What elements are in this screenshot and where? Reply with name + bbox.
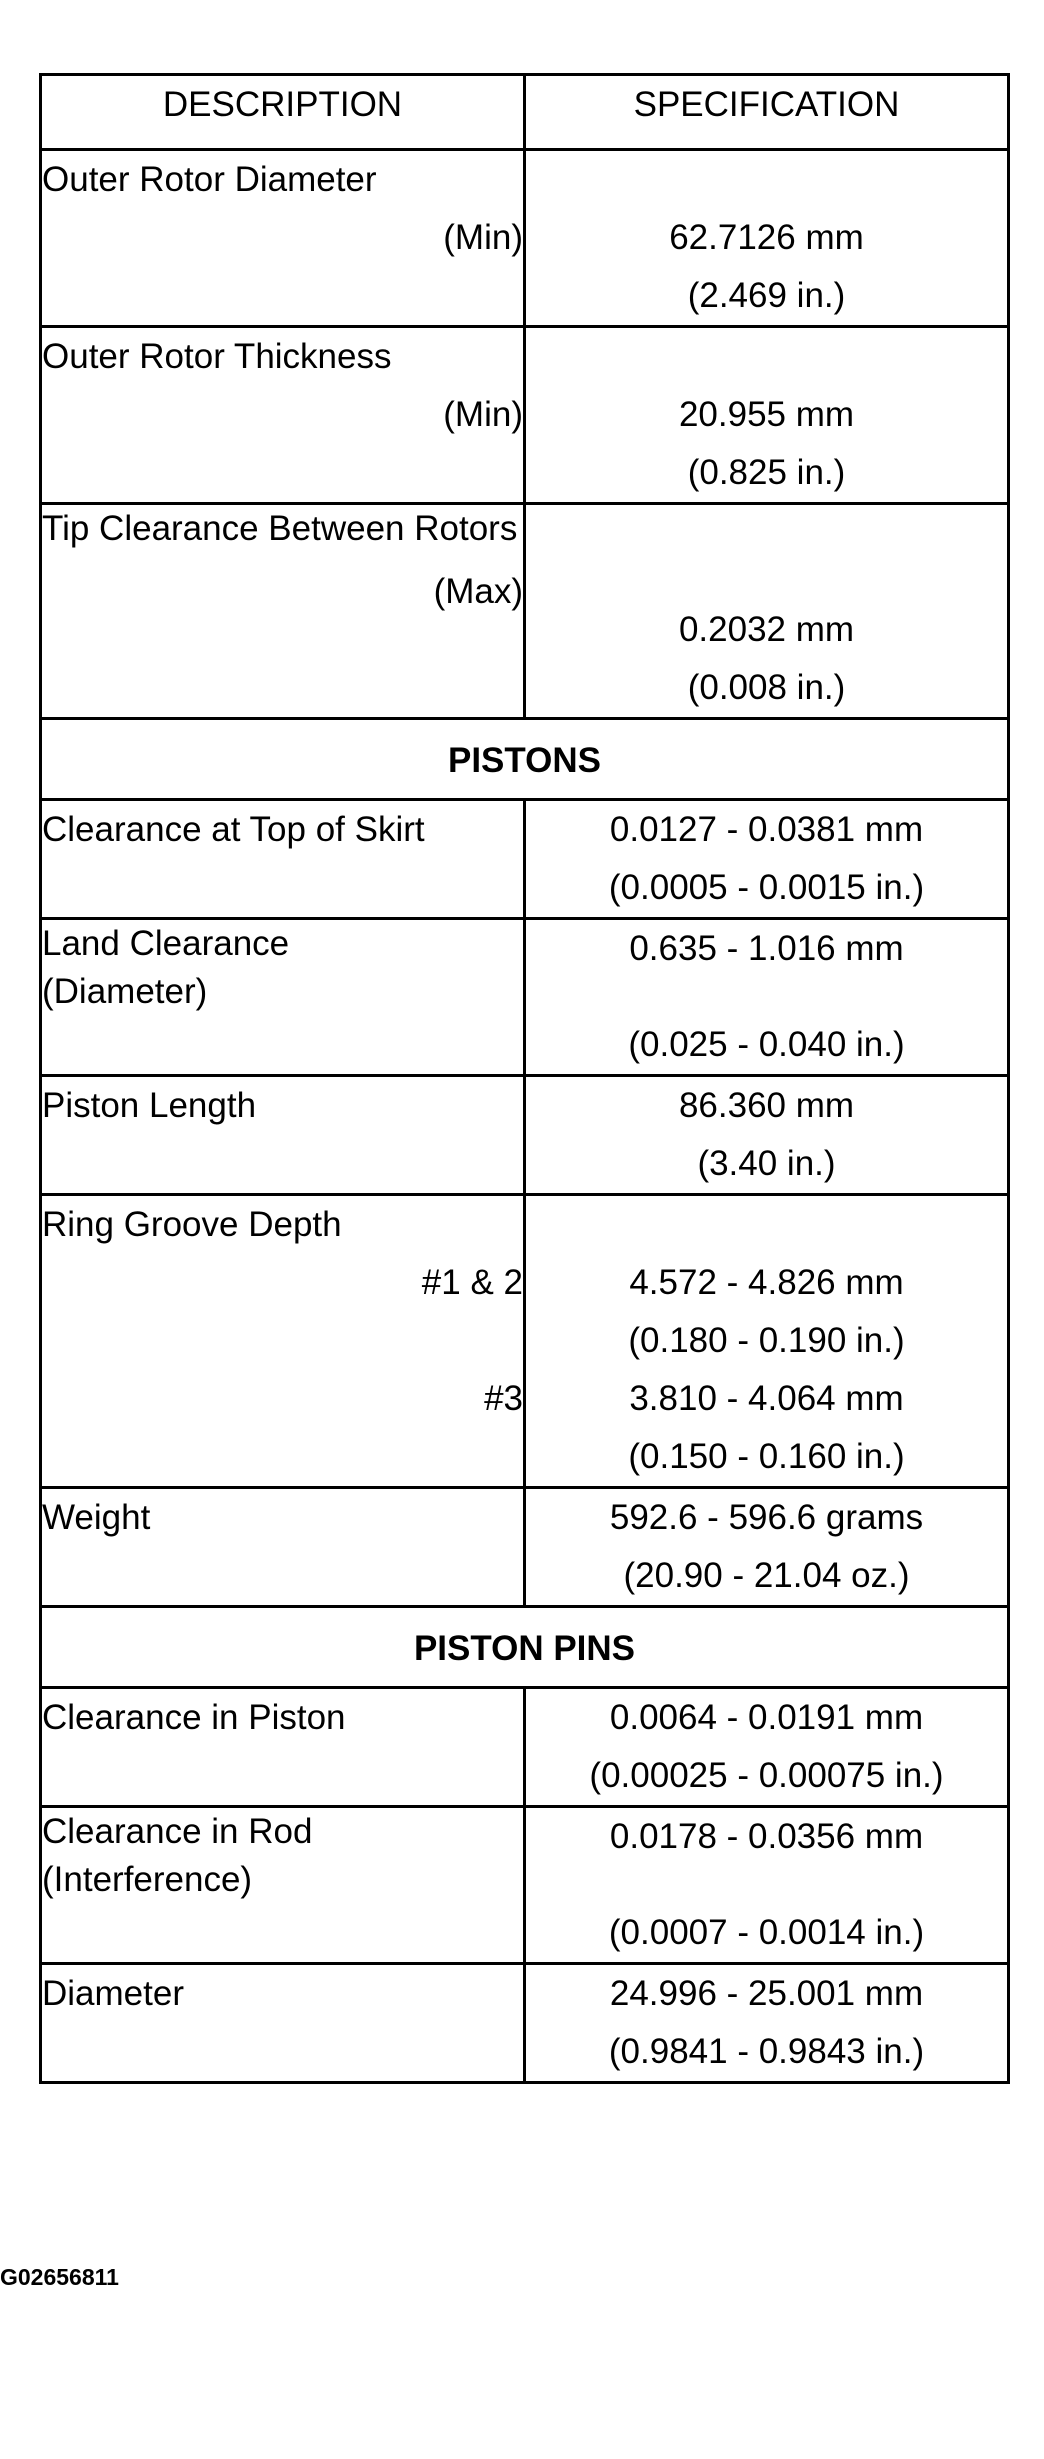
row-label: Piston Length — [42, 1086, 257, 1125]
spec-metric: 0.635 - 1.016 mm — [629, 929, 904, 968]
spec-cell — [525, 327, 1009, 504]
spec-imperial: (0.825 in.) — [687, 453, 846, 492]
table-row — [41, 1688, 1009, 1807]
spec-metric: 86.360 mm — [678, 1086, 855, 1125]
spec-cell — [525, 1688, 1009, 1807]
spec-cell — [525, 1195, 1009, 1488]
desc-cell — [41, 1195, 525, 1488]
section-row — [41, 1607, 1009, 1688]
row-label: Land Clearance (Diameter) — [42, 924, 290, 1011]
spec-imperial: (3.40 in.) — [697, 1144, 836, 1183]
row-label: Clearance at Top of Skirt — [42, 810, 425, 849]
figure-code: G02656811 — [0, 2264, 119, 2290]
spec-imperial: (0.025 - 0.040 in.) — [628, 1025, 905, 1064]
spec-metric: 20.955 mm — [678, 395, 855, 434]
desc-cell — [41, 1076, 525, 1195]
desc-cell — [41, 1488, 525, 1607]
spec-cell — [525, 919, 1009, 1076]
spec-metric: 0.0127 - 0.0381 mm — [609, 810, 924, 849]
row-label: Diameter — [42, 1974, 184, 2013]
row-label: Weight — [42, 1498, 151, 1537]
row-qualifier: #1 & 2 — [421, 1263, 523, 1302]
table-row — [41, 1488, 1009, 1607]
spec-cell — [525, 800, 1009, 919]
spec-metric: 0.0178 - 0.0356 mm — [609, 1817, 924, 1856]
spec-metric: 4.572 - 4.826 mm — [629, 1263, 904, 1302]
desc-cell — [41, 504, 525, 719]
spec-metric: 3.810 - 4.064 mm — [629, 1379, 904, 1418]
spec-metric: 592.6 - 596.6 grams — [609, 1498, 924, 1537]
spec-imperial: (0.0005 - 0.0015 in.) — [608, 868, 925, 907]
table-row — [41, 1076, 1009, 1195]
spec-cell — [525, 1964, 1009, 2083]
desc-cell — [41, 1807, 525, 1964]
spec-imperial: (0.150 - 0.160 in.) — [628, 1437, 905, 1476]
spec-table — [39, 73, 1010, 2084]
desc-cell — [41, 919, 525, 1076]
row-label: Ring Groove Depth — [42, 1205, 342, 1244]
spec-imperial: (0.0007 - 0.0014 in.) — [608, 1913, 925, 1952]
desc-cell — [41, 150, 525, 327]
spec-metric: 62.7126 mm — [669, 218, 864, 257]
row-label: Outer Rotor Thickness — [42, 337, 392, 376]
desc-cell — [41, 800, 525, 919]
row-qualifier: (Min) — [443, 218, 523, 257]
spec-metric: 24.996 - 25.001 mm — [609, 1974, 924, 2013]
table-row — [41, 1195, 1009, 1488]
table-row — [41, 504, 1009, 719]
spec-metric: 0.0064 - 0.0191 mm — [609, 1698, 924, 1737]
spec-cell — [525, 1076, 1009, 1195]
desc-cell — [41, 327, 525, 504]
header-specification: SPECIFICATION — [525, 75, 1009, 150]
spec-cell — [525, 150, 1009, 327]
row-label: Tip Clearance Between Rotors — [42, 509, 518, 548]
spec-cell — [525, 1807, 1009, 1964]
row-qualifier: (Max) — [433, 572, 523, 611]
table-row — [41, 1807, 1009, 1964]
section-title-piston-pins: PISTON PINS — [41, 1607, 1009, 1688]
section-title-pistons: PISTONS — [41, 719, 1009, 800]
spec-imperial: (0.008 in.) — [687, 668, 846, 707]
header-description: DESCRIPTION — [41, 75, 525, 150]
spec-imperial: (0.180 - 0.190 in.) — [628, 1321, 905, 1360]
table-row — [41, 327, 1009, 504]
header-row — [41, 75, 1009, 150]
table-row — [41, 150, 1009, 327]
row-label: Outer Rotor Diameter — [42, 160, 377, 199]
desc-cell — [41, 1688, 525, 1807]
table-row — [41, 800, 1009, 919]
spec-metric: 0.2032 mm — [678, 610, 855, 649]
spec-cell — [525, 1488, 1009, 1607]
row-qualifier: #3 — [484, 1379, 523, 1418]
table-row — [41, 919, 1009, 1076]
row-qualifier: (Min) — [443, 395, 523, 434]
spec-cell — [525, 504, 1009, 719]
spec-imperial: (20.90 - 21.04 oz.) — [623, 1556, 910, 1595]
section-row — [41, 719, 1009, 800]
table-row — [41, 1964, 1009, 2083]
row-label: Clearance in Rod (Interference) — [42, 1812, 313, 1899]
spec-imperial: (0.00025 - 0.00075 in.) — [589, 1756, 944, 1795]
spec-imperial: (0.9841 - 0.9843 in.) — [608, 2032, 925, 2071]
desc-cell — [41, 1964, 525, 2083]
spec-imperial: (2.469 in.) — [687, 276, 846, 315]
row-label: Clearance in Piston — [42, 1698, 346, 1737]
